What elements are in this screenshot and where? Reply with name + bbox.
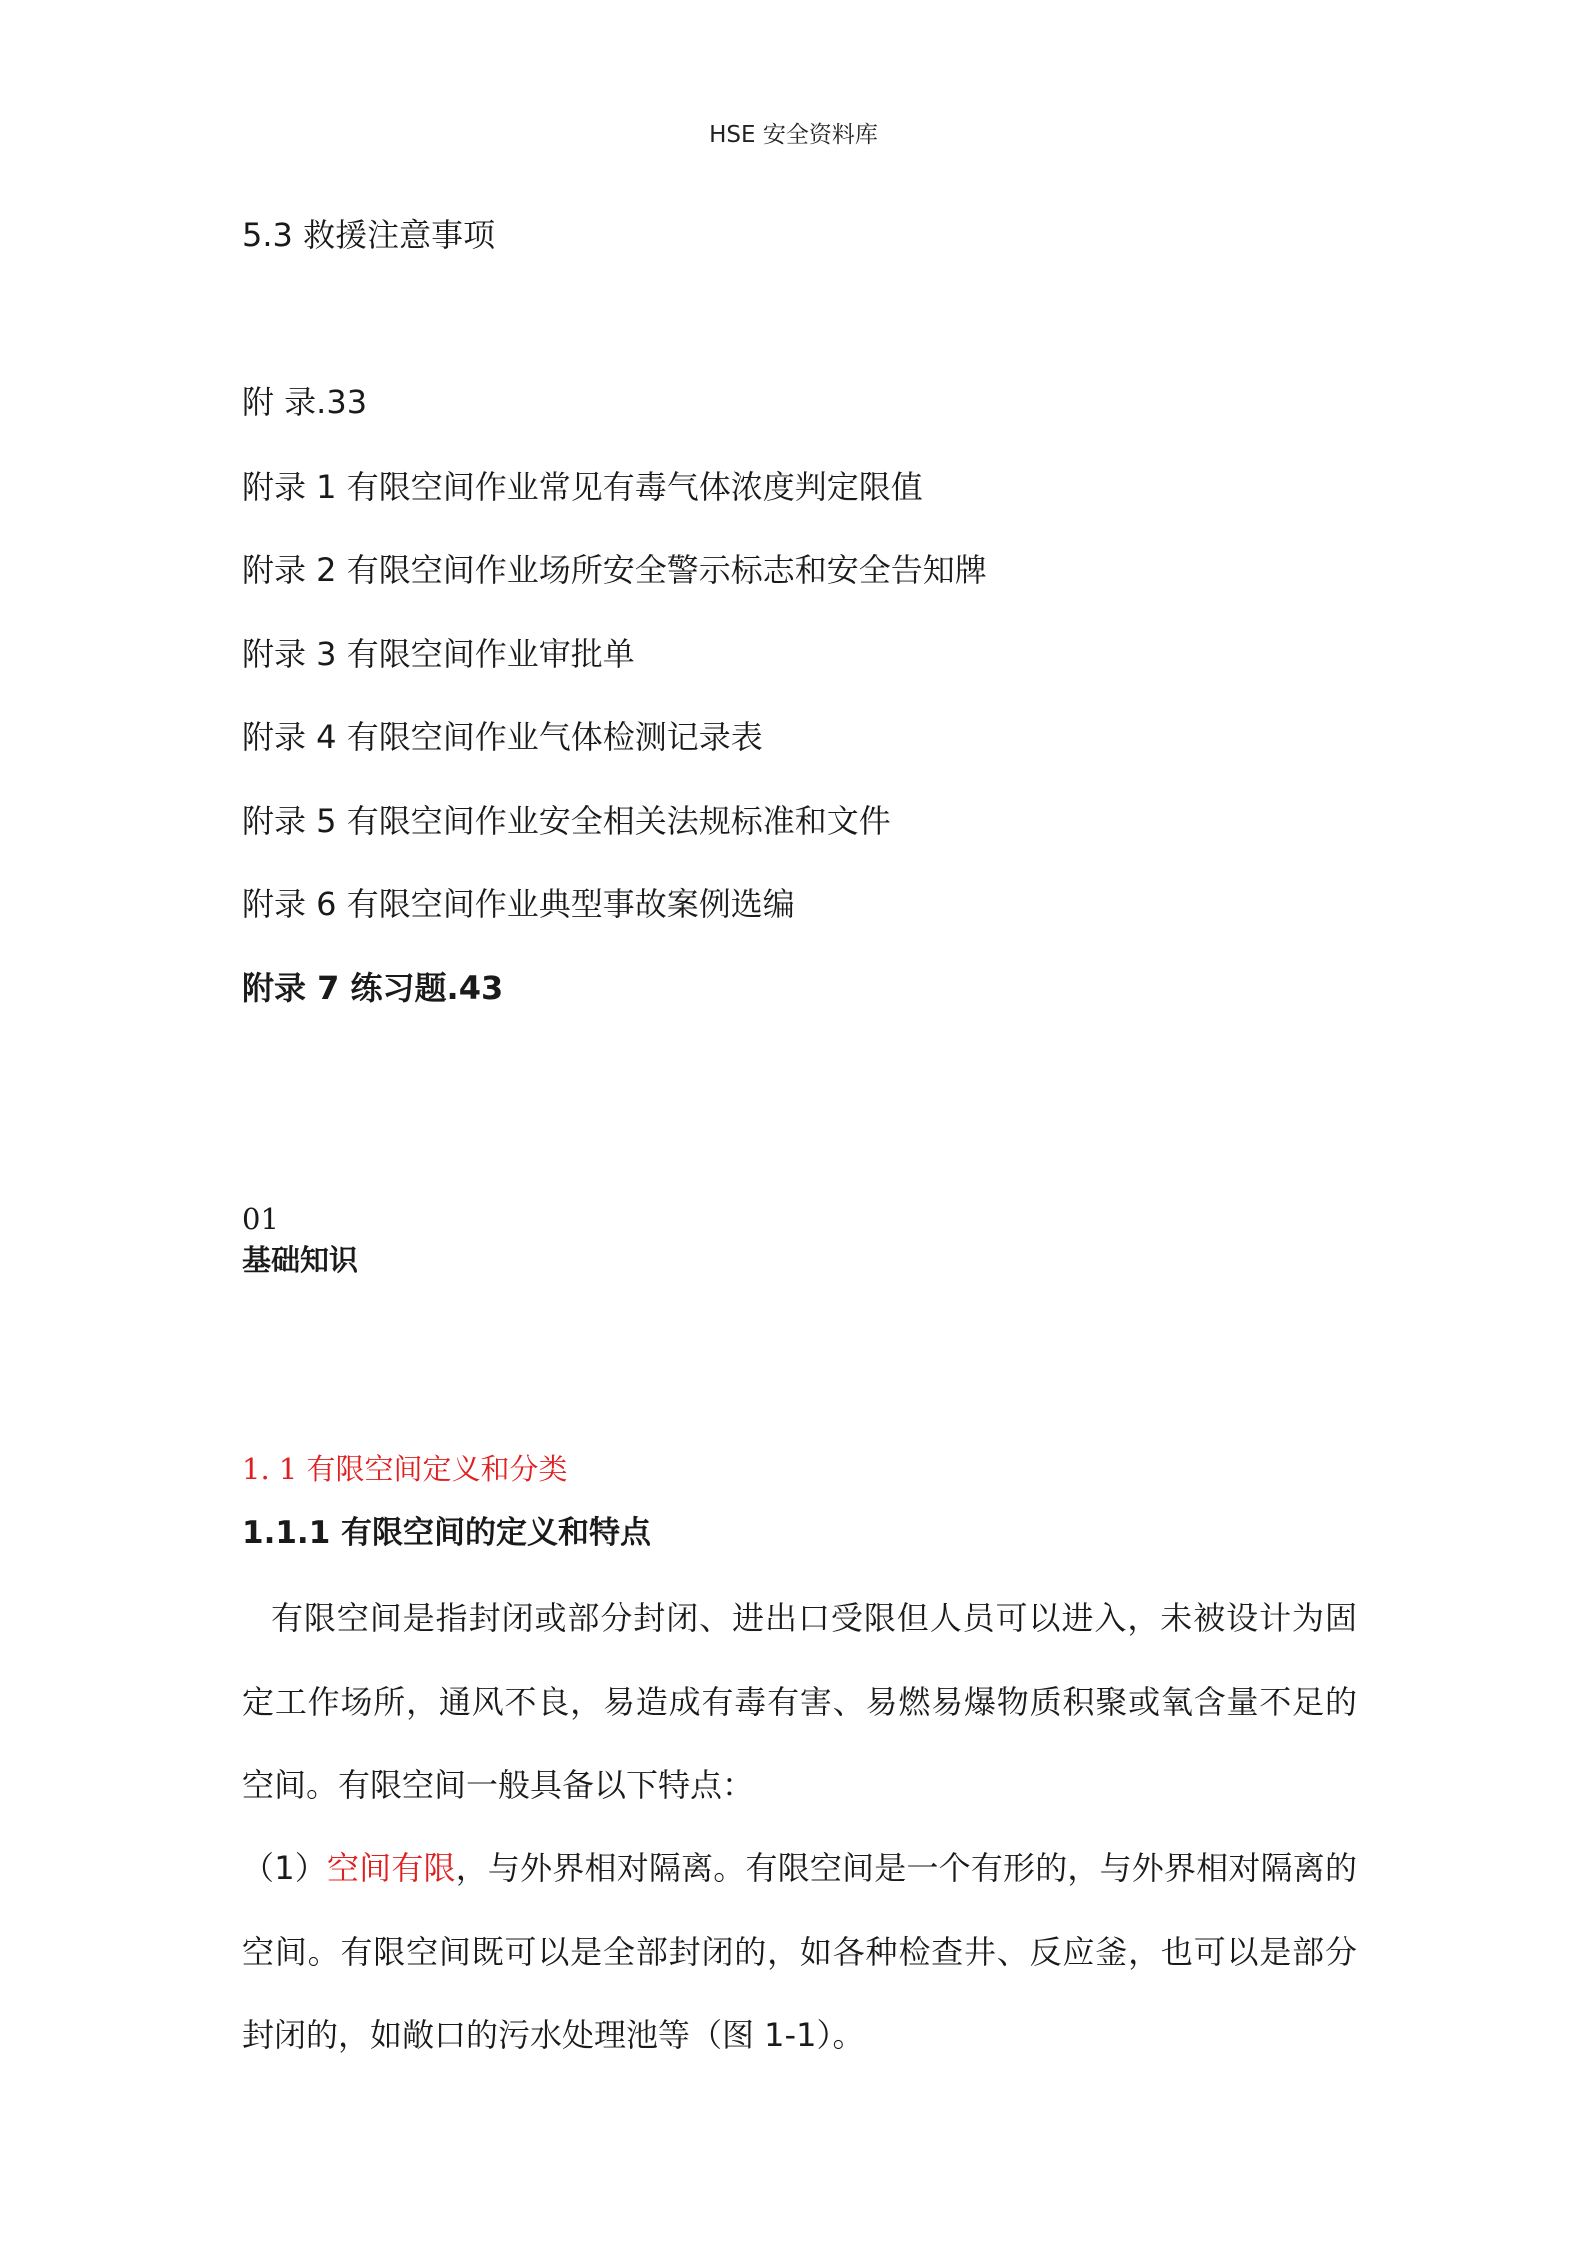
body-paragraph-1 — [242, 1577, 1357, 1828]
body-paragraph-2 — [242, 1827, 1357, 2078]
section-heading: 1. 1 有限空间定义和分类 — [242, 1452, 568, 1486]
subsection-heading: 1.1.1 有限空间的定义和特点 — [242, 1515, 652, 1551]
toc-appendix-3: 附录 3 有限空间作业审批单 — [242, 635, 635, 673]
toc-appendix-6: 附录 6 有限空间作业典型事故案例选编 — [242, 885, 795, 923]
body-paragraph-2-text: ，与外界相对隔离。有限空间是一个有形的，与外界相对隔离的空间。有限空间既可以是全部封闭的，如各种检查井、反应釜，也可以是部分封闭的，如敞口的污水处理池等（图 1-1）。 — [242, 1849, 1357, 2054]
toc-section-5-3: 5.3 救援注意事项 — [242, 216, 496, 254]
toc-appendix-4: 附录 4 有限空间作业气体检测记录表 — [242, 718, 763, 756]
body-paragraph-1-text: 有限空间是指封闭或部分封闭、进出口受限但人员可以进入，未被设计为固定工作场所，通风不良，易造成有毒有害、易燃易爆物质积聚或氧含量不足的空间。有限空间一般具备以下特点： — [242, 1599, 1357, 1804]
page-header: HSE 安全资料库 — [709, 122, 878, 148]
toc-appendix-5: 附录 5 有限空间作业安全相关法规标准和文件 — [242, 802, 891, 840]
toc-appendix-7: 附录 7 练习题.43 — [242, 969, 504, 1007]
toc-appendix-2: 附录 2 有限空间作业场所安全警示标志和安全告知牌 — [242, 551, 987, 589]
body-paragraph-2-highlight: 空间有限 — [326, 1849, 456, 1887]
body-paragraph-2-prefix: （1） — [242, 1849, 327, 1887]
chapter-number: 01 — [242, 1202, 279, 1236]
toc-appendix-heading: 附 录.33 — [242, 383, 368, 421]
toc-appendix-1: 附录 1 有限空间作业常见有毒气体浓度判定限值 — [242, 468, 923, 506]
chapter-title: 基础知识 — [242, 1243, 359, 1277]
